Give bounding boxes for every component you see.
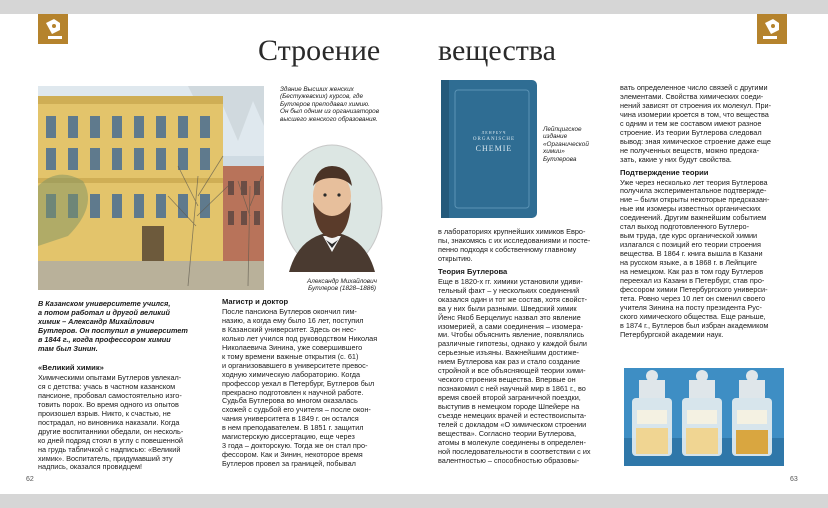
reagent-bottles-illustration bbox=[624, 368, 784, 466]
section-heading: Магистр и доктор bbox=[222, 297, 289, 306]
book-caption: Лейпцигское издание «Органической химии» Бутлерова bbox=[543, 126, 589, 163]
page-number-left: 62 bbox=[26, 476, 34, 483]
chemistry-corner-icon-left bbox=[38, 14, 68, 44]
column-master-doctor: Магистр и доктор После пансиона Бутлеров окончил гим- назию, а когда ему было 16 лет, поступил в Казанский университет. Здесь он нес- колько лет учился под руководством Николая Николаевича Зинина, уже совершившего к тому времени важные открытия (с. 61) и организовавшего в университете превос- ходную химическую лабораторию. Когда профессор уехал в Петербург, Бутлеров был прекрасно подготовлен к научной работе. Судьба Бутлерова во многом оказалась схожей с судьбой его учителя – после окон- чания университета в 1849 г. он остался в нем преподавателем. В 1851 г. защитил магистерскую диссертацию, еще через 3 года – докторскую. Тогда же он стал про- фессором. Как и Зинин, некоторое время Бутлеров провел за границей, побывал bbox=[222, 298, 402, 469]
page-number-right: 63 bbox=[790, 476, 798, 483]
butlerov-portrait bbox=[281, 144, 383, 272]
book-cover-title: ЛЕНРБУЧ ORGANISCHE CHEMIE bbox=[472, 130, 516, 153]
section-heading: Подтверждение теории bbox=[620, 167, 709, 177]
column-theory-confirmation: вать определенное число связей с другими элементами. Свойства химических соеди- нений зависят от строения их молекул. При- чина изомерии кроется в том, что вещества с одним и тем же составом имеют разное строение. Из теории Бутлерова следовал вывод: зная химическое строение даже еще не полученных веществ, можно предска- зать, какие у них будут свойства. Подтверждение теории Уже через несколько лет теория Бутлерова получила экспериментальное подтвержде- ние – были открыты некоторые предсказан- ные им изомеры известных органических соединений. Другим важнейшим событием стал выход подготовленного Бутлеро- вым труда, где курс органической химии излагался с позиций его теории строения вещества. В 1864 г. книга вышла в Казани на русском языке, а в 1868 г. в Лейпциге на немецком. Как раз в том году Бутлеров переехал из Казани в Петербург, став про- фессором химии Петербургского универси- тета. Ровно через 10 лет он сменил своего учителя Зинина на посту президента Рус- ского химического общества. Еще раньше, в 1874 г., Бутлеров был избран академиком Петербургской академии наук. bbox=[620, 84, 800, 340]
bottom-band bbox=[0, 494, 828, 508]
section-heading: Теория Бутлерова bbox=[438, 266, 508, 276]
portrait-caption: Александр Михайлович Бутлеров (1828–1886) bbox=[307, 278, 377, 293]
title-word-2: вещества bbox=[438, 34, 556, 67]
building-caption: Здание Высших женских (Бестужевских) курсов, где Бутлеров преподавал химию. Он был одним из организаторов высшего женского образования. bbox=[280, 86, 380, 123]
section-heading: «Великий химик» bbox=[38, 363, 104, 372]
university-building-illustration bbox=[38, 86, 264, 290]
column-butlerov-theory: в лабораториях крупнейших химиков Евро- пы, знакомясь с их исследованиями и посте- пенно подходя к собственному главному открытию. Теория Бутлерова Еще в 1820-х гг. химики установили удиви- тельный факт – у нескольких соединений оказался один и тот же состав, хотя свойст- ва у них были разными. Шведский химик Йенс Якоб Берцелиус назвал это явление изомерией, а сами соединения – изомера- ми. Чтобы объяснить явление, появлялись различные гипотезы, однако у каждой были серьезные изъяны. Важнейшим достиже- нием Бутлерова как раз и стало создание стройной и все объясняющей теории хими- ческого строения вещества. Впервые он познакомил с ней научный мир в 1861 г., во время своей второй заграничной поездки, выступив в немецком городе Шпейере на съезде немецких врачей и естествоиспыта- телей с докладом «О химическом строении вещества». Согласно теории Бутлерова, атомы в молекуле соединены в определен- ной последовательности в соответствии с их валентностью – способностью образовы- bbox=[438, 228, 618, 466]
intro-caption: В Казанском университете учился, а потом работал и другой великий химик – Александр Михайлович Бутлеров. Он поступил в университет в 1844 г., когда профессором химии там был Зинин. bbox=[38, 299, 188, 353]
column-great-chemist: «Великий химик» Химическими опытами Бутлеров увлекал- ся с детства: учась в частном казанском пансионе, пробовал самостоятельно изго- товить порох. Во время одного из опытов произошел взрыв. Никто, к счастью, не пострадал, но виновника наказали. Когда другие воспитанники обедали, он несколь- ко дней подряд стоял в углу с повешенной на грудь табличкой с надписью: «Великий химик». Воспитатель, придумавший эту надпись, оказался провидцем! bbox=[38, 364, 216, 472]
chemistry-corner-icon-right bbox=[757, 14, 787, 44]
title-word-1: Строение bbox=[258, 34, 381, 67]
top-band bbox=[0, 0, 828, 14]
organic-chemistry-book-illustration bbox=[441, 80, 537, 218]
